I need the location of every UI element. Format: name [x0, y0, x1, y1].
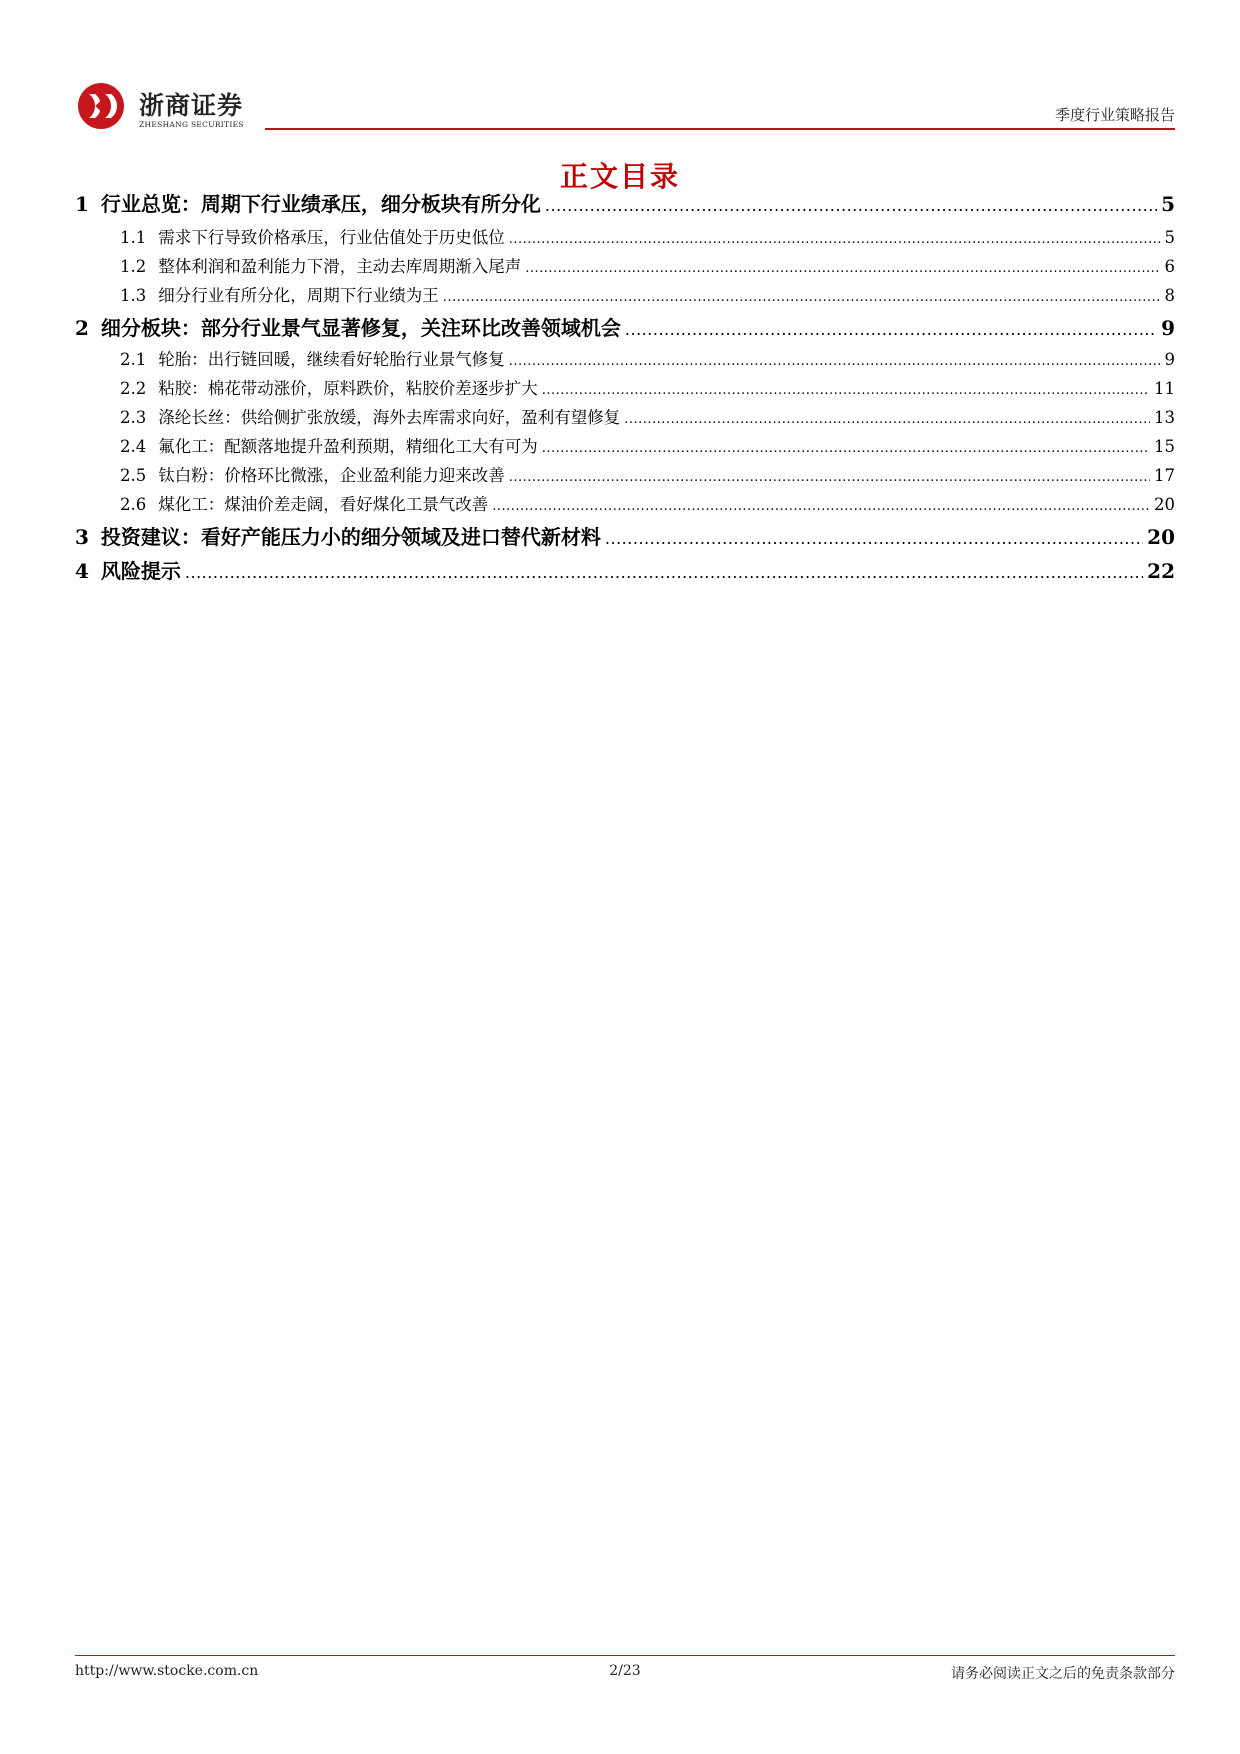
- toc-entry-page: 6: [1164, 257, 1175, 276]
- footer-divider: [75, 1655, 1175, 1656]
- toc-entry-text: 投资建议：看好产能压力小的细分领域及进口替代新材料: [100, 525, 601, 549]
- toc-entry[interactable]: [75, 433, 1175, 457]
- toc-entry-number: 2.3: [120, 408, 147, 427]
- toc-entry[interactable]: [75, 491, 1175, 515]
- toc-leader-dots: [542, 383, 1150, 398]
- toc-entry-page: 9: [1161, 316, 1175, 340]
- toc-entry-page: 15: [1154, 437, 1175, 456]
- toc-entry[interactable]: [75, 282, 1175, 306]
- toc-entry-text: 风险提示: [100, 559, 181, 583]
- toc-entry-page: 13: [1154, 408, 1175, 427]
- toc-entry-text: 煤化工：煤油价差走阔，看好煤化工景气改善: [158, 495, 489, 514]
- toc-entry-page: 20: [1147, 525, 1175, 549]
- toc-entry-text: 涤纶长丝：供给侧扩张放缓，海外去库需求向好，盈利有望修复: [158, 408, 621, 427]
- toc-entry-number: 1.2: [120, 257, 147, 276]
- toc-entry-page: 5: [1164, 228, 1175, 247]
- toc-entry[interactable]: [75, 253, 1175, 277]
- toc-entry-text: 轮胎：出行链回暖，继续看好轮胎行业景气修复: [158, 350, 505, 369]
- toc-entry[interactable]: [75, 521, 1175, 550]
- company-logo: [75, 80, 275, 136]
- toc-entry-number: 4: [75, 559, 89, 583]
- toc-entry-page: 11: [1154, 379, 1175, 398]
- toc-entry-number: 2.2: [120, 379, 147, 398]
- toc-title: 正文目录: [559, 160, 680, 193]
- footer-website-link[interactable]: http://www.stocke.com.cn: [75, 1663, 259, 1679]
- toc-entry-number: 2.5: [120, 466, 147, 485]
- toc-entry-number: 1.3: [120, 286, 147, 305]
- toc-leader-dots: [443, 290, 1161, 305]
- toc-entry[interactable]: [75, 346, 1175, 370]
- toc-entry[interactable]: [75, 312, 1175, 341]
- toc-entry-number: 2.6: [120, 495, 147, 514]
- toc-leader-dots: [542, 441, 1150, 456]
- toc-leader-dots: [509, 232, 1161, 247]
- toc-leader-dots: [509, 354, 1161, 369]
- footer-disclaimer: 请务必阅读正文之后的免责条款部分: [951, 1666, 1175, 1682]
- toc-entry[interactable]: [75, 462, 1175, 486]
- toc-entry-number: 2.4: [120, 437, 147, 456]
- toc-entry-page: 5: [1161, 192, 1175, 216]
- toc-entry-page: 8: [1164, 286, 1175, 305]
- toc-entry-text: 细分板块：部分行业景气显著修复，关注环比改善领域机会: [100, 316, 621, 340]
- toc-entry-number: 1.1: [120, 228, 147, 247]
- toc-leader-dots: [509, 470, 1150, 485]
- header-divider: [265, 128, 1175, 130]
- logo-chinese-name: 浙商证券: [139, 91, 244, 120]
- logo-english-name: ZHESHANG SECURITIES: [139, 120, 244, 129]
- toc-entry-text: 氟化工：配额落地提升盈利预期，精细化工大有可为: [158, 437, 538, 456]
- toc-leader-dots: [625, 320, 1157, 339]
- toc-entry[interactable]: [75, 555, 1175, 584]
- toc-entry-page: 22: [1147, 559, 1175, 583]
- toc-leader-dots: [492, 499, 1150, 514]
- toc-leader-dots: [525, 261, 1160, 276]
- toc-entry-page: 9: [1164, 350, 1175, 369]
- toc-entry-text: 细分行业有所分化，周期下行业绩为王: [158, 286, 439, 305]
- toc-entry-text: 粘胶：棉花带动涨价，原料跌价，粘胶价差逐步扩大: [158, 379, 538, 398]
- toc-entry[interactable]: [75, 404, 1175, 428]
- toc-entry-text: 需求下行导致价格承压，行业估值处于历史低位: [158, 228, 505, 247]
- toc-entry[interactable]: [75, 375, 1175, 399]
- toc-entry-text: 整体利润和盈利能力下滑，主动去库周期渐入尾声: [158, 257, 522, 276]
- toc-entry-number: 2.1: [120, 350, 147, 369]
- toc-entry[interactable]: [75, 224, 1175, 248]
- toc-entry[interactable]: [75, 188, 1175, 217]
- footer-page-number: 2/23: [609, 1663, 641, 1679]
- page-header: [75, 70, 1175, 134]
- toc-entry-number: 2: [75, 316, 89, 340]
- toc-entry-page: 17: [1154, 466, 1175, 485]
- report-type-label: 季度行业策略报告: [1054, 106, 1175, 124]
- toc-entry-page: 20: [1154, 495, 1175, 514]
- zheshang-logo-icon: [75, 80, 131, 132]
- toc-entry-text: 行业总览：周期下行业绩承压，细分板块有所分化: [100, 192, 541, 216]
- toc-entry-number: 1: [75, 192, 89, 216]
- toc-leader-dots: [605, 529, 1143, 548]
- toc-leader-dots: [545, 196, 1157, 215]
- toc-leader-dots: [185, 563, 1143, 582]
- toc-entry-text: 钛白粉：价格环比微涨，企业盈利能力迎来改善: [158, 466, 505, 485]
- toc-leader-dots: [624, 412, 1150, 427]
- toc-entry-number: 3: [75, 525, 89, 549]
